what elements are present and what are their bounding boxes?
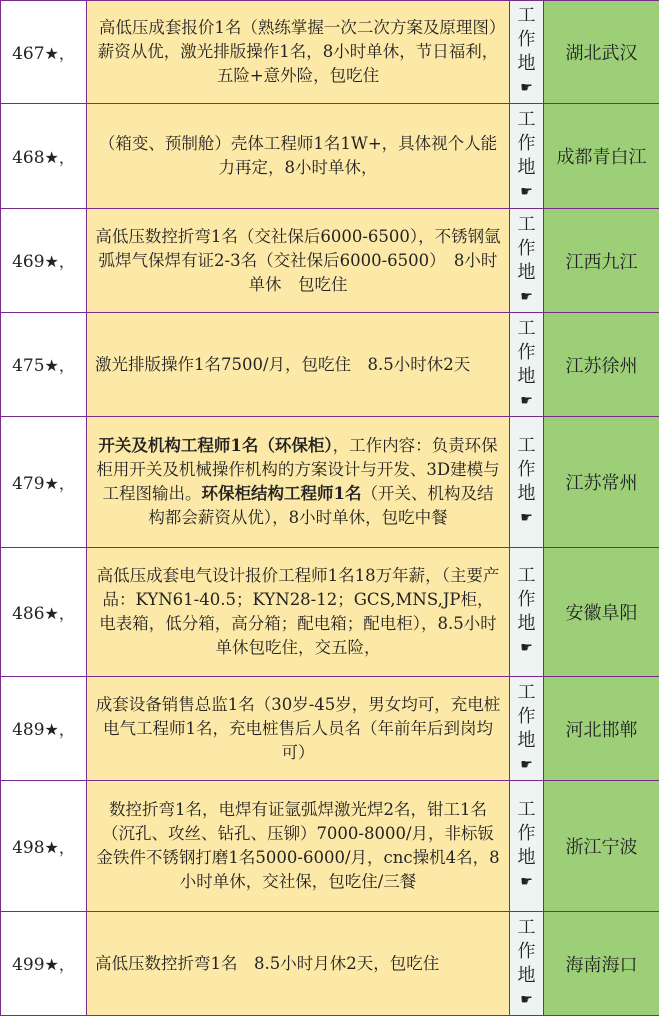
pointing-hand-icon: ☛ <box>510 389 543 413</box>
table-row <box>1 313 659 417</box>
workplace-label: 工 作 地 ☛ <box>510 677 544 781</box>
location: 河北邯郸 <box>544 677 659 781</box>
job-number: 467 <box>12 44 44 64</box>
table-row <box>1 417 659 548</box>
job-number: 498 <box>12 838 44 858</box>
job-number-cell <box>1 548 87 677</box>
table-row <box>1 912 659 1016</box>
pointing-hand-icon: ☛ <box>510 506 543 530</box>
table-row <box>1 781 659 912</box>
job-number-cell <box>1 313 87 417</box>
job-description: 成套设备销售总监1名（30岁-45岁，男女均可，充电桩电气工程师1名，充电桩售后人员名（年前年后到岗均可） <box>87 677 510 781</box>
job-number-cell <box>1 104 87 209</box>
pointing-hand-icon: ☛ <box>510 636 543 660</box>
job-description: （箱变、预制舱）壳体工程师1名1W+，具体视个人能力再定，8小时单休， <box>87 104 510 209</box>
job-title-bold: 环保柜结构工程师1名 <box>202 484 362 503</box>
star-icon: ★， <box>45 44 75 63</box>
workplace-label: 工 作 地 ☛ <box>510 1 544 104</box>
job-description: 开关及机构工程师1名（环保柜），工作内容：负责环保柜用开关及机械操作机构的方案设计与开发、3D建模与工程图输出。环保柜结构工程师1名（开关、机构及结构都会薪资从优），8小时单休，包吃中餐 <box>87 417 510 548</box>
star-icon: ★， <box>45 356 75 375</box>
job-number-cell <box>1 417 87 548</box>
star-icon: ★， <box>45 252 75 271</box>
job-description: 激光排版操作1名7500/月，包吃住 8.5小时休2天 <box>87 313 510 417</box>
location: 湖北武汉 <box>544 1 659 104</box>
location: 海南海口 <box>544 912 659 1016</box>
location: 成都青白江 <box>544 104 659 209</box>
job-number: 475 <box>12 356 44 376</box>
pointing-hand-icon: ☛ <box>510 285 543 309</box>
job-number: 469 <box>12 252 44 272</box>
job-number-cell <box>1 781 87 912</box>
job-number-cell <box>1 209 87 313</box>
workplace-label: 工 作 地 ☛ <box>510 781 544 912</box>
job-description: 数控折弯1名，电焊有证氩弧焊激光焊2名，钳工1名（沉孔、攻丝、钻孔、压铆）7000-8000/月，非标钣金铁件不锈钢打磨1名5000-6000/月，cnc操机4名，8小时单休，交社保，包吃住/三餐 <box>87 781 510 912</box>
table-row <box>1 677 659 781</box>
location: 江苏常州 <box>544 417 659 548</box>
job-number-cell <box>1 677 87 781</box>
workplace-label: 工 作 地 ☛ <box>510 912 544 1016</box>
job-description: 高低压成套电气设计报价工程师1名18万年薪，（主要产品：KYN61-40.5；KYN28-12；GCS,MNS,JP柜，电表箱，低分箱，高分箱；配电箱；配电柜），8.5小时单休包吃住，交五险， <box>87 548 510 677</box>
job-description: 高低压数控折弯1名（交社保后6000-6500），不锈钢氩弧焊气保焊有证2-3名（交社保后6000-6500） 8小时 单休 包吃住 <box>87 209 510 313</box>
table-row <box>1 104 659 209</box>
job-number-cell <box>1 912 87 1016</box>
job-description: 高低压数控折弯1名 8.5小时月休2天，包吃住 <box>87 912 510 1016</box>
pointing-hand-icon: ☛ <box>510 76 543 100</box>
location: 安徽阜阳 <box>544 548 659 677</box>
job-number: 479 <box>12 474 44 494</box>
table-row <box>1 548 659 677</box>
star-icon: ★， <box>45 720 75 739</box>
location: 江苏徐州 <box>544 313 659 417</box>
star-icon: ★， <box>45 474 75 493</box>
star-icon: ★， <box>45 604 75 623</box>
star-icon: ★， <box>45 955 75 974</box>
job-title-bold: 开关及机构工程师1名（环保柜） <box>98 436 332 455</box>
star-icon: ★， <box>45 838 75 857</box>
pointing-hand-icon: ☛ <box>510 988 543 1012</box>
workplace-label: 工 作 地 ☛ <box>510 313 544 417</box>
location: 浙江宁波 <box>544 781 659 912</box>
job-number-cell <box>1 1 87 104</box>
job-description: 高低压成套报价1名（熟练掌握一次二次方案及原理图）薪资从优，激光排版操作1名，8小时单休，节日福利，五险+意外险，包吃住 <box>87 1 510 104</box>
workplace-label: 工 作 地 ☛ <box>510 548 544 677</box>
workplace-label: 工 作 地 ☛ <box>510 209 544 313</box>
workplace-label: 工 作 地 ☛ <box>510 104 544 209</box>
pointing-hand-icon: ☛ <box>510 870 543 894</box>
table-row <box>1 209 659 313</box>
job-number: 489 <box>12 720 44 740</box>
pointing-hand-icon: ☛ <box>510 180 543 204</box>
star-icon: ★， <box>45 148 75 167</box>
pointing-hand-icon: ☛ <box>510 753 543 777</box>
job-number: 486 <box>12 604 44 624</box>
table-row <box>1 1 659 104</box>
location: 江西九江 <box>544 209 659 313</box>
job-number: 499 <box>12 955 44 975</box>
job-number: 468 <box>12 148 44 168</box>
workplace-label: 工 作 地 ☛ <box>510 417 544 548</box>
